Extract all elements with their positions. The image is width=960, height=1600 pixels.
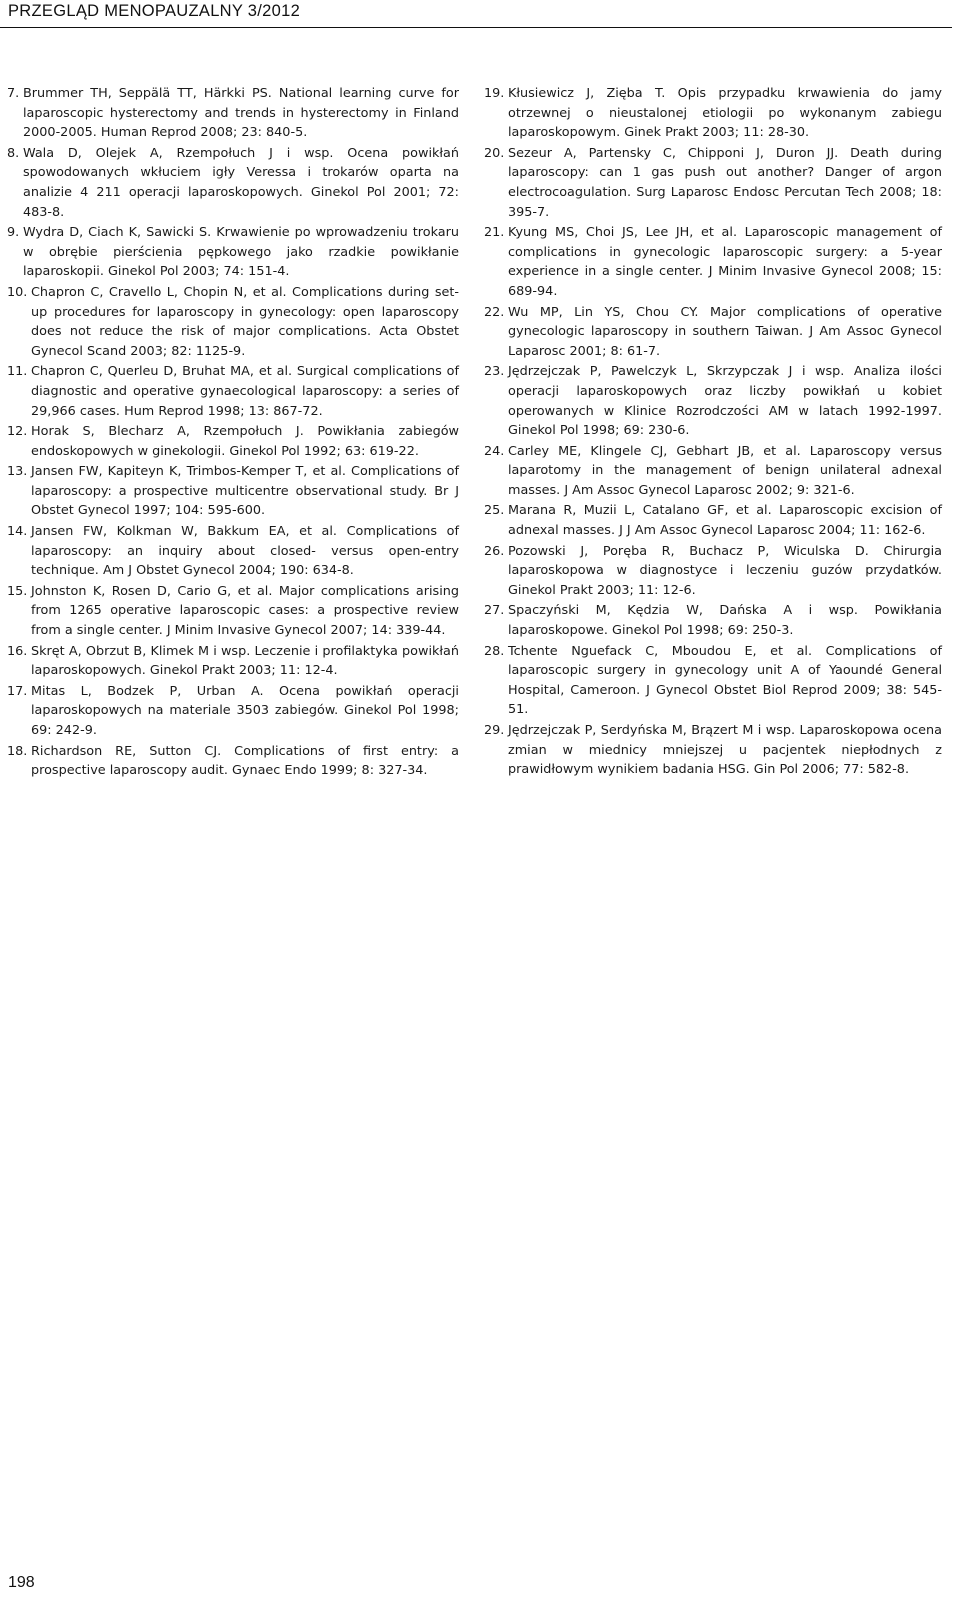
reference-number: 16. xyxy=(7,643,28,659)
reference-text: Pozowski J, Poręba R, Buchacz P, Wiculska D. Chirurgia laparoskopowa w diagnostyce i leczeniu guzów przydatków. Ginekol Prakt 2003; 11: 12-6. xyxy=(508,543,942,598)
reference-item xyxy=(484,542,942,601)
reference-number: 8. xyxy=(7,145,20,161)
journal-title: PRZEGLĄD MENOPAUZALNY 3/2012 xyxy=(8,2,301,20)
reference-item xyxy=(7,84,459,143)
reference-text: Johnston K, Rosen D, Cario G, et al. Major complications arising from 1265 operative laparoscopic cases: a prospective review from a single center. J Minim Invasive Gynecol 2007; 14: 339-44. xyxy=(31,583,459,639)
reference-text: Jędrzejczak P, Pawelczyk L, Skrzypczak J i wsp. Analiza ilości operacji laparoskopowych oraz liczby powikłań u kobiet operowanych w Klinice Rozrodczości AM w latach 1992-1997. Ginekol Pol 1998; 69: 230-6. xyxy=(508,364,942,439)
reference-number: 12. xyxy=(7,424,28,440)
reference-number: 29. xyxy=(484,723,505,738)
reference-text: Spaczyński M, Kędzia W, Dańska A i wsp. Powikłania laparoskopowe. Ginekol Pol 1998; 69: 250-3. xyxy=(508,603,942,639)
reference-text: Jansen FW, Kapiteyn K, Trimbos-Kemper T, et al. Complications of laparoscopy: a prospective multicentre observational study. Br J Obstet Gynecol 1997; 104: 595-600. xyxy=(31,464,459,519)
reference-number: 20. xyxy=(484,145,505,161)
reference-item xyxy=(484,362,942,440)
reference-item xyxy=(484,721,942,780)
reference-item xyxy=(7,742,459,781)
reference-text: Tchente Nguefack C, Mboudou E, et al. Complications of laparoscopic surgery in gynecology unit A of Yaoundé General Hospital, Cameroon. J Gynecol Obstet Biol Reprod 2009; 38: 545-51. xyxy=(508,643,942,718)
reference-item xyxy=(7,144,459,222)
reference-item xyxy=(484,642,942,720)
reference-text: Chapron C, Querleu D, Bruhat MA, et al. Surgical complications of diagnostic and operative gynaecological laparoscopy: a series of 29,966 cases. Hum Reprod 1998; 13: 867-72. xyxy=(31,364,459,419)
reference-text: Brummer TH, Seppälä TT, Härkki PS. National learning curve for laparoscopic hysterectomy and trends in hysterectomy in Finland 2000-2005. Human Reprod 2008; 23: 840-5. xyxy=(23,86,459,141)
left-column-references xyxy=(7,84,459,782)
reference-item xyxy=(484,223,942,301)
reference-item xyxy=(7,422,459,461)
reference-number: 26. xyxy=(484,543,505,559)
reference-text: Chapron C, Cravello L, Chopin N, et al. Complications during set-up procedures for laparoscopy in gynecology: open laparoscopy does not reduce the risk of major complications. Acta Obstet Gynecol Scand 2003; 82: 1125-9. xyxy=(31,284,459,359)
reference-item xyxy=(7,582,459,641)
reference-text: Mitas L, Bodzek P, Urban A. Ocena powikłań operacji laparoskopowych na materiale 3503 zabiegów. Ginekol Pol 1998; 69: 242-9. xyxy=(31,683,459,738)
reference-number: 23. xyxy=(484,364,505,380)
page-number: 198 xyxy=(8,1574,35,1591)
reference-text: Marana R, Muzii L, Catalano GF, et al. Laparoscopic excision of adnexal masses. J J Am Assoc Gynecol Laparosc 2004; 11: 162-6. xyxy=(508,503,942,539)
reference-item xyxy=(484,501,942,540)
reference-text: Sezeur A, Partensky C, Chipponi J, Duron JJ. Death during laparoscopy: can 1 gas push out another? Danger of argon electrocoagulation. Surg Laparosc Endosc Percutan Tech 2008; 18: 395-7. xyxy=(508,145,942,220)
reference-text: Carley ME, Klingele CJ, Gebhart JB, et al. Laparoscopy versus laparotomy in the management of benign unilateral adnexal masses. J Am Assoc Gynecol Laparosc 2002; 9: 321-6. xyxy=(508,443,942,498)
reference-number: 15. xyxy=(7,583,28,599)
reference-number: 19. xyxy=(484,86,505,101)
reference-text: Wu MP, Lin YS, Chou CY. Major complications of operative gynecologic laparoscopy in southern Taiwan. J Am Assoc Gynecol Laparosc 2001; 8: 61-7. xyxy=(508,304,942,359)
reference-item xyxy=(7,362,459,421)
reference-number: 10. xyxy=(7,284,28,300)
reference-item xyxy=(7,682,459,741)
reference-text: Skręt A, Obrzut B, Klimek M i wsp. Leczenie i profilaktyka powikłań laparoskopowych. Ginekol Prakt 2003; 11: 12-4. xyxy=(31,643,459,679)
reference-item xyxy=(484,144,942,222)
reference-number: 11. xyxy=(7,364,28,380)
reference-item xyxy=(484,601,942,640)
reference-number: 14. xyxy=(7,524,28,540)
reference-number: 28. xyxy=(484,643,505,659)
reference-text: Wydra D, Ciach K, Sawicki S. Krwawienie po wprowadzeniu trokaru w obrębie pierścienia pępkowego jako rzadkie powikłanie laparoskopii. Ginekol Pol 2003; 74: 151-4. xyxy=(23,225,459,280)
reference-text: Kyung MS, Choi JS, Lee JH, et al. Laparoscopic management of complications in gynecologic laparoscopic surgery: a 5-year experience in a single center. J Minim Invasive Gynecol 2008; 15: 689-94. xyxy=(508,225,942,299)
reference-number: 21. xyxy=(484,225,505,241)
reference-number: 24. xyxy=(484,443,505,459)
right-column-references xyxy=(484,84,942,781)
reference-item xyxy=(484,84,942,143)
reference-number: 17. xyxy=(7,683,28,699)
reference-number: 27. xyxy=(484,603,505,619)
reference-number: 7. xyxy=(7,86,20,101)
header-rule xyxy=(0,27,952,28)
reference-item xyxy=(7,462,459,521)
reference-number: 13. xyxy=(7,464,28,480)
reference-item xyxy=(7,283,459,361)
reference-item xyxy=(484,303,942,362)
reference-number: 25. xyxy=(484,503,505,519)
reference-text: Jędrzejczak P, Serdyńska M, Brązert M i wsp. Laparoskopowa ocena zmian w miednicy mniejszej u pacjentek niepłodnych z prawidłowym wynikiem badania HSG. Gin Pol 2006; 77: 582-8. xyxy=(508,723,942,778)
reference-item xyxy=(7,223,459,282)
reference-item xyxy=(7,522,459,581)
reference-item xyxy=(484,442,942,501)
reference-number: 18. xyxy=(7,743,28,759)
reference-number: 22. xyxy=(484,304,505,320)
reference-text: Horak S, Blecharz A, Rzempołuch J. Powikłania zabiegów endoskopowych w ginekologii. Ginekol Pol 1992; 63: 619-22. xyxy=(31,424,459,459)
reference-number: 9. xyxy=(7,225,20,241)
reference-text: Wala D, Olejek A, Rzempołuch J i wsp. Ocena powikłań spowodowanych wkłuciem igły Veressa i trokarów oparta na analizie 4 211 operacji laparoskopowych. Ginekol Pol 2001; 72: 483-8. xyxy=(23,145,459,220)
reference-text: Jansen FW, Kolkman W, Bakkum EA, et al. Complications of laparoscopy: an inquiry about closed- versus open-entry technique. Am J Obstet Gynecol 2004; 190: 634-8. xyxy=(31,524,459,579)
reference-text: Richardson RE, Sutton CJ. Complications of first entry: a prospective laparoscopy audit. Gynaec Endo 1999; 8: 327-34. xyxy=(31,743,459,779)
reference-text: Kłusiewicz J, Zięba T. Opis przypadku krwawienia do jamy otrzewnej o nieustalonej etiologii po wykonanym zabiegu laparoskopowym. Ginek Prakt 2003; 11: 28-30. xyxy=(508,86,942,141)
reference-item xyxy=(7,642,459,681)
running-header xyxy=(0,0,960,32)
